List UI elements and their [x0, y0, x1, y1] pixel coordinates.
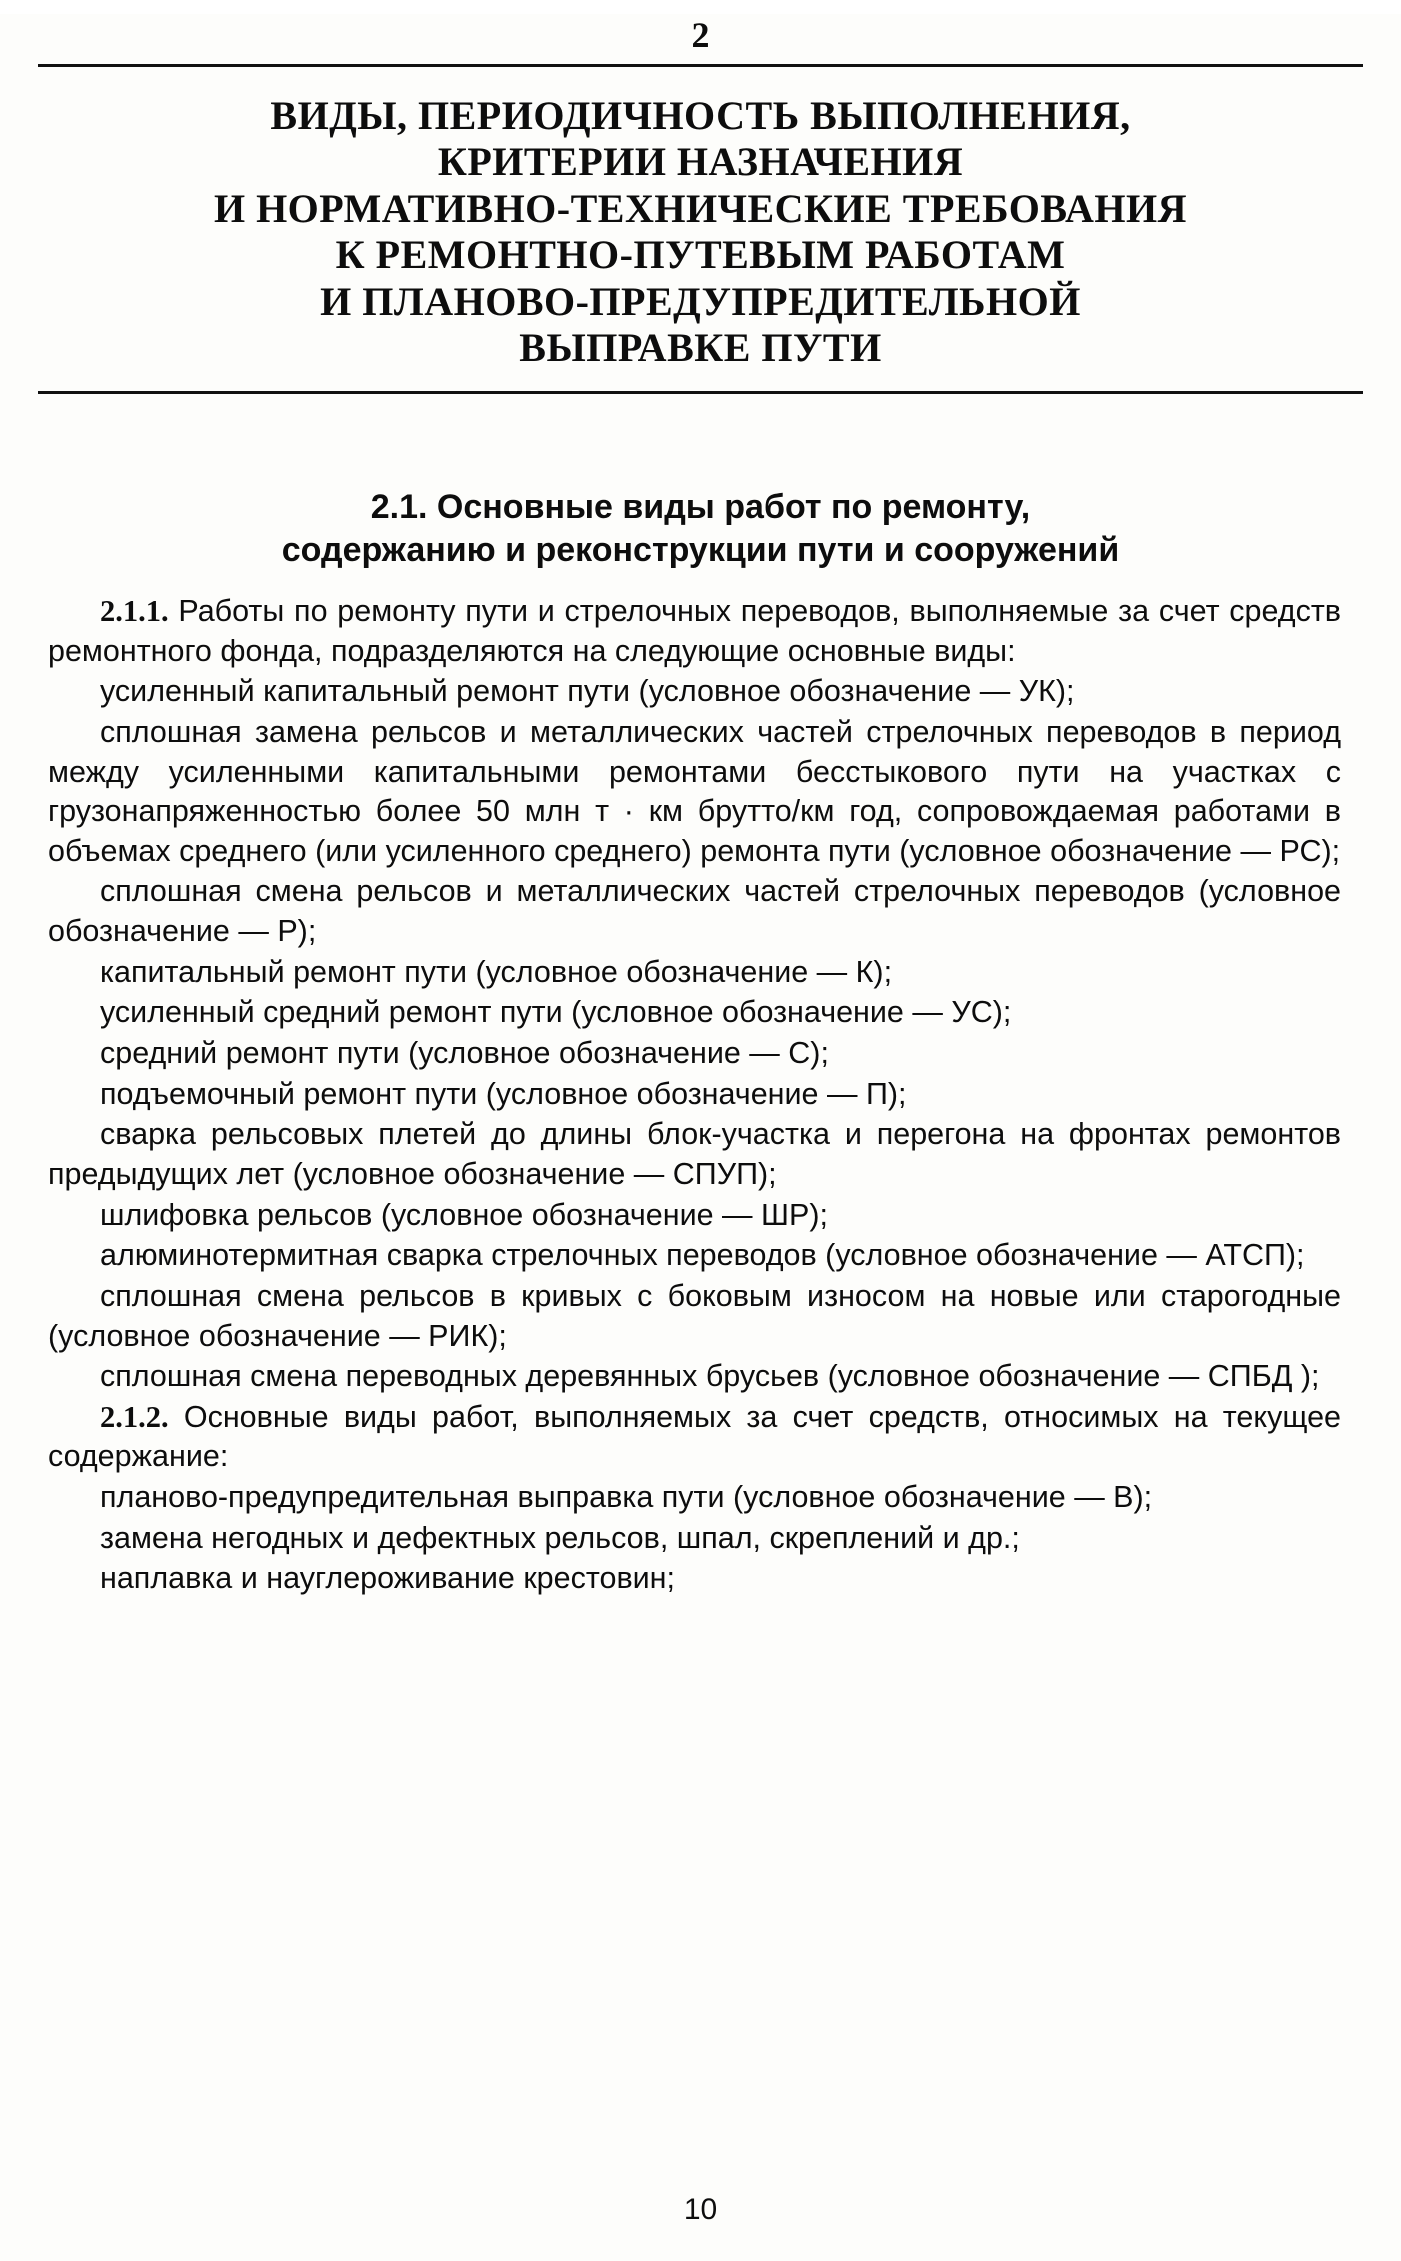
paragraph	[48, 672, 1341, 712]
paragraph	[48, 1398, 1341, 1477]
paragraph-text: Работы по ремонту пути и стрелочных переводов, выполняемые за счет средств ремонтного фонда, подразделяются на следующие основные виды:	[48, 594, 1341, 668]
document-page	[0, 14, 1401, 2261]
paragraph	[48, 993, 1341, 1033]
paragraph	[48, 1075, 1341, 1115]
paragraph-number: 2.1.2.	[100, 1399, 169, 1434]
paragraph	[48, 1196, 1341, 1236]
chapter-title	[60, 93, 1341, 371]
paragraph-text: усиленный капитальный ремонт пути (условное обозначение — УК);	[100, 674, 1075, 709]
paragraph	[48, 713, 1341, 872]
paragraph	[48, 1357, 1341, 1397]
divider-top	[38, 64, 1363, 67]
section-title-line-1: 2.1. Основные виды работ по ремонту,	[370, 488, 1031, 527]
paragraph	[48, 1236, 1341, 1276]
chapter-number: 2	[691, 15, 710, 55]
paragraph-text: усиленный средний ремонт пути (условное обозначение — УС);	[100, 995, 1012, 1030]
paragraph	[48, 872, 1341, 951]
chapter-title-line-6: ВЫПРАВКЕ ПУТИ	[519, 324, 882, 370]
paragraph-text: средний ремонт пути (условное обозначение — С);	[100, 1036, 829, 1071]
page-folio: 10	[683, 2193, 718, 2226]
paragraph	[48, 1519, 1341, 1559]
paragraph-text: подъемочный ремонт пути (условное обозначение — П);	[100, 1076, 907, 1111]
paragraph	[48, 592, 1341, 671]
chapter-title-line-4: К РЕМОНТНО-ПУТЕВЫМ РАБОТАМ	[335, 232, 1066, 278]
paragraph-text: планово-предупредительная выправка пути (условное обозначение — В);	[100, 1480, 1153, 1515]
paragraph-text: сварка рельсовых плетей до длины блок-участка и перегона на фронтах ремонтов предыдущих лет (условное обозначение — СПУП);	[48, 1117, 1341, 1191]
paragraph	[48, 1277, 1341, 1356]
paragraph-text: сплошная смена рельсов в кривых с боковым износом на новые или старогодные (условное обозначение — РИК);	[48, 1278, 1341, 1353]
chapter-title-line-5: И ПЛАНОВО-ПРЕДУПРЕДИТЕЛЬНОЙ	[320, 278, 1081, 324]
paragraph-text: замена негодных и дефектных рельсов, шпал, скреплений и др.;	[100, 1520, 1020, 1555]
chapter-title-line-2: КРИТЕРИИ НАЗНАЧЕНИЯ	[437, 139, 964, 185]
body-text	[48, 592, 1341, 1599]
paragraph-text: Основные виды работ, выполняемых за счет средств, относимых на текущее содержание:	[48, 1399, 1341, 1474]
paragraph-text: капитальный ремонт пути (условное обозначение — К);	[100, 954, 893, 989]
divider-below-title	[38, 391, 1363, 394]
chapter-title-line-3: И НОРМАТИВНО-ТЕХНИЧЕСКИЕ ТРЕБОВАНИЯ	[213, 185, 1188, 231]
paragraph	[48, 1115, 1341, 1194]
paragraph-text: алюминотермитная сварка стрелочных переводов (условное обозначение — АТСП);	[100, 1238, 1305, 1273]
paragraph-text: наплавка и науглероживание крестовин;	[100, 1561, 676, 1596]
paragraph-number: 2.1.1.	[100, 594, 169, 628]
section-title	[95, 486, 1306, 572]
paragraph	[48, 953, 1341, 993]
chapter-title-line-1: ВИДЫ, ПЕРИОДИЧНОСТЬ ВЫПОЛНЕНИЯ,	[270, 93, 1131, 138]
paragraph-text: шлифовка рельсов (условное обозначение — ШР);	[100, 1197, 828, 1232]
paragraph-text: сплошная смена переводных деревянных брусьев (условное обозначение — СПБД );	[100, 1359, 1320, 1394]
paragraph	[48, 1034, 1341, 1074]
paragraph	[48, 1559, 1341, 1599]
paragraph-text: сплошная замена рельсов и металлических частей стрелочных переводов в период между усиленными капитальными ремонтами бесстыкового пути на участках с грузонапряженностью более 50 млн т · км брутто/км год, сопровождаемая работами в объемах среднего (или усиленного среднего) ремонта пути (условное обозначение — РС);	[48, 714, 1341, 868]
paragraph-text: сплошная смена рельсов и металлических частей стрелочных переводов (условное обозначение — Р);	[48, 874, 1341, 949]
section-title-line-2: содержанию и реконструкции пути и сооружений	[281, 531, 1120, 570]
paragraph	[48, 1478, 1341, 1518]
